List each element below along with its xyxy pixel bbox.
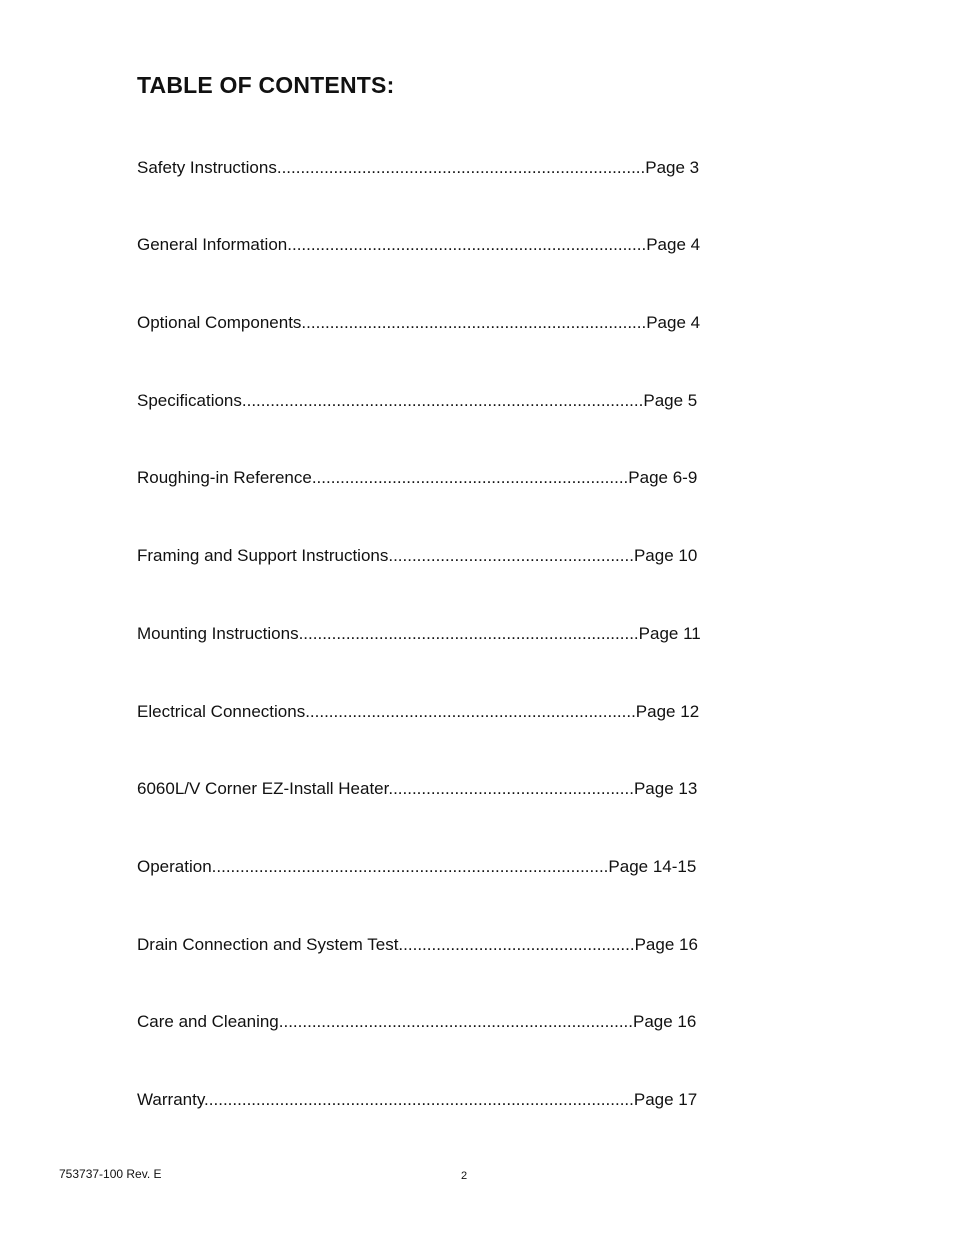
toc-entry-ez-install-heater: 6060L/V Corner EZ-Install Heater....................................................Page 13 bbox=[137, 779, 698, 798]
toc-entry-optional-components: Optional Components.........................................................................Page 4 bbox=[137, 313, 701, 332]
toc-entry-general-information: General Information............................................................................Page 4 bbox=[137, 235, 701, 254]
toc-entry-warranty: Warranty...........................................................................................Page 17 bbox=[137, 1090, 698, 1109]
toc-entry-operation: Operation....................................................................................Page 14-15 bbox=[137, 857, 697, 876]
toc-entry-safety-instructions: Safety Instructions..............................................................................Page 3 bbox=[137, 158, 700, 177]
toc-entry-framing-and-support: Framing and Support Instructions....................................................Page 10 bbox=[137, 546, 698, 565]
page-title: TABLE OF CONTENTS: bbox=[137, 72, 395, 98]
toc-entry-care-and-cleaning: Care and Cleaning...........................................................................Page 16 bbox=[137, 1012, 697, 1031]
page-number: 2 bbox=[461, 1170, 468, 1182]
toc-entry-electrical-connections: Electrical Connections......................................................................Page 12 bbox=[137, 702, 700, 721]
document-number: 753737-100 Rev. E bbox=[59, 1167, 162, 1181]
toc-entry-specifications: Specifications.....................................................................................Page 5 bbox=[137, 391, 698, 410]
toc-entry-mounting-instructions: Mounting Instructions........................................................................Page 11 bbox=[137, 624, 701, 643]
toc-entry-drain-connection: Drain Connection and System Test..................................................Page 16 bbox=[137, 935, 698, 954]
toc-entry-roughing-in-reference: Roughing-in Reference...................................................................Page 6-9 bbox=[137, 468, 698, 487]
